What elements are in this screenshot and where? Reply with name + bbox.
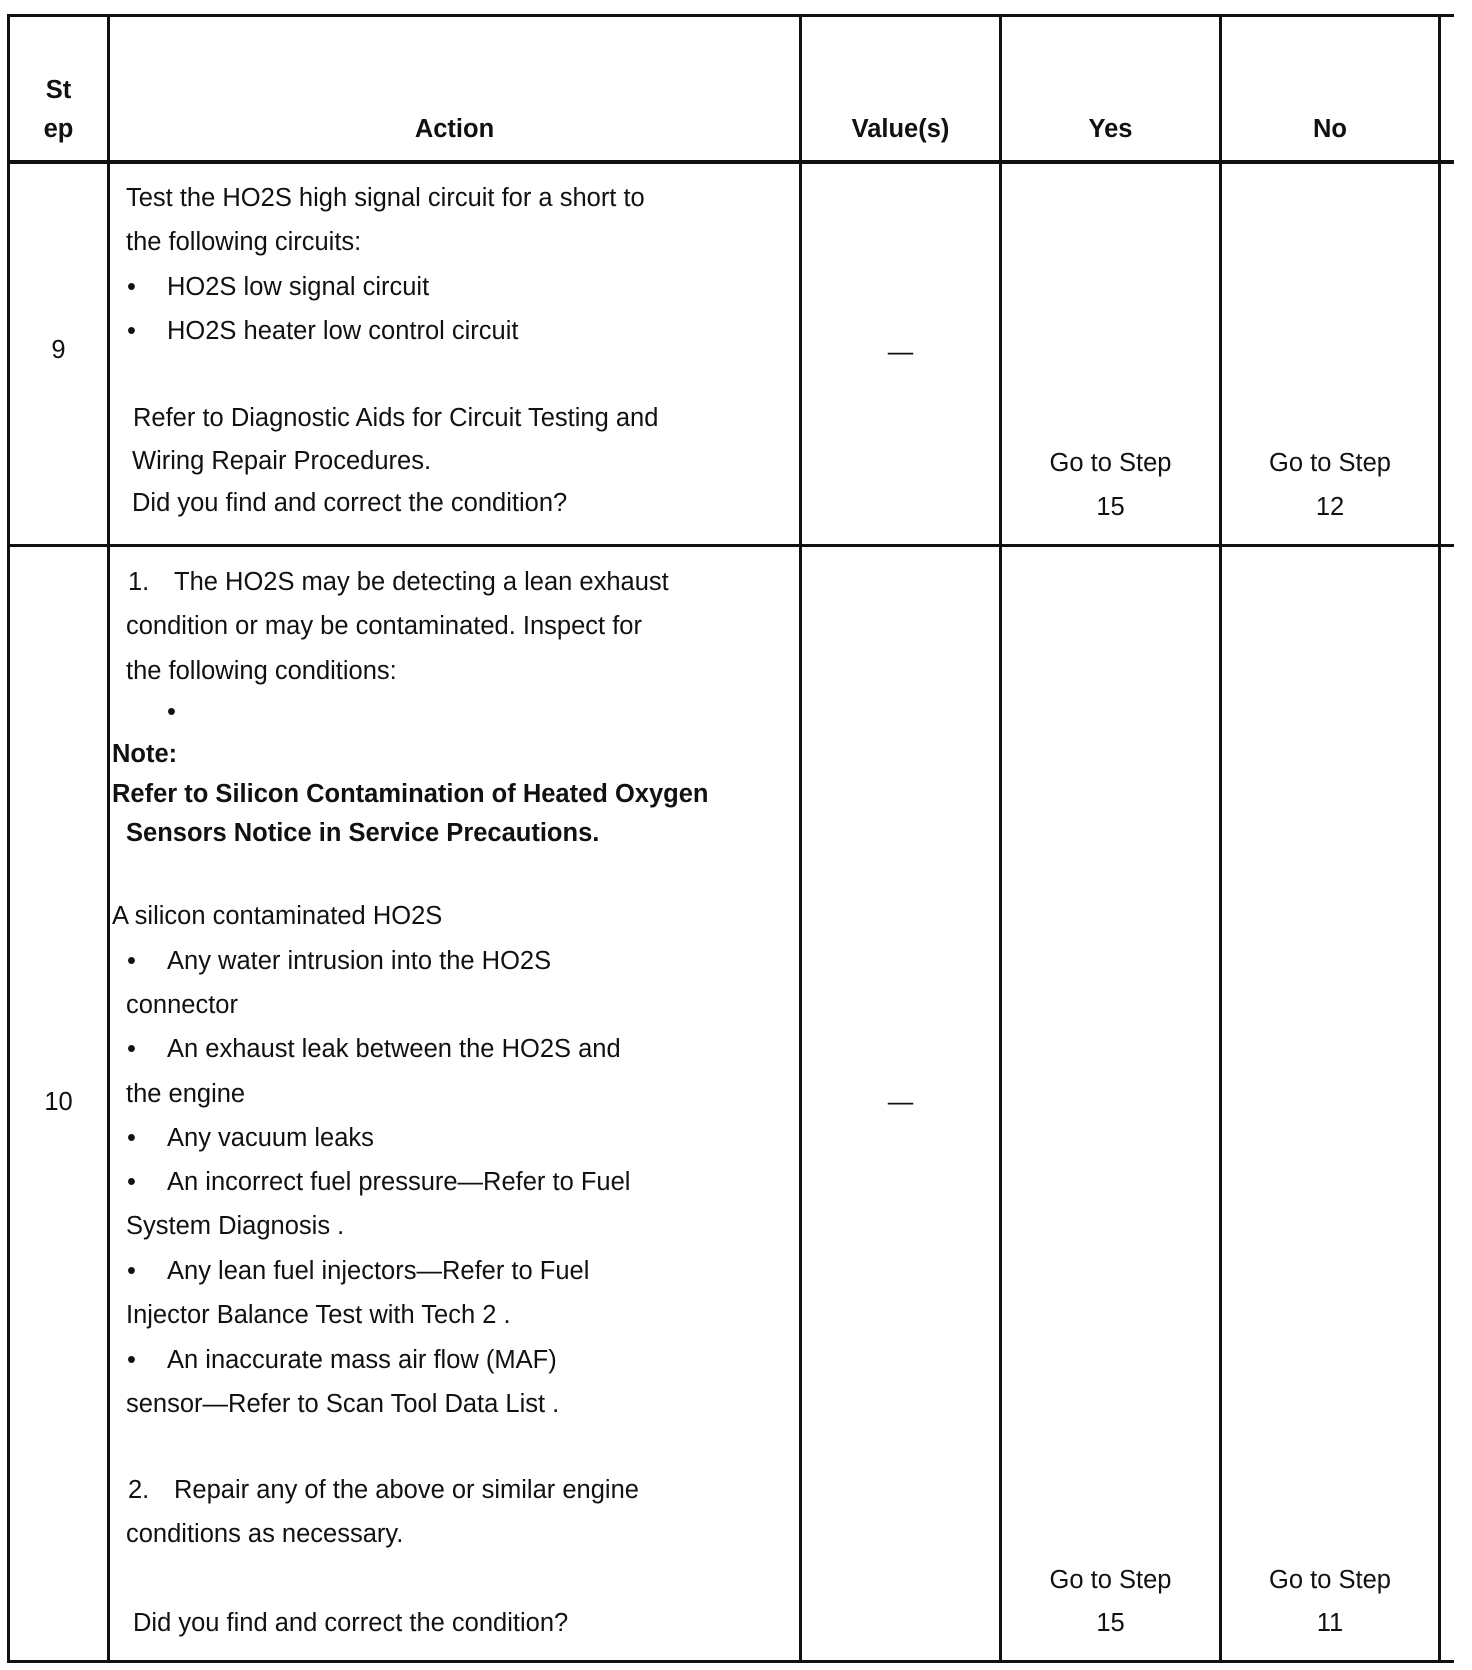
list-item-text: An incorrect fuel pressure—Refer to Fuel	[167, 1168, 631, 1196]
list-item-text: Any lean fuel injectors—Refer to Fuel	[167, 1257, 590, 1285]
list-item: • An exhaust leak between the HO2S and	[127, 1035, 621, 1063]
column-divider-yes-no	[1219, 14, 1222, 1663]
section-text: A silicon contaminated HO2S	[112, 902, 443, 930]
list-item-text: An inaccurate mass air flow (MAF)	[167, 1346, 557, 1374]
list-item-text: HO2S heater low control circuit	[167, 317, 519, 345]
list-item-text: HO2S low signal circuit	[167, 273, 430, 301]
note-label: Note:	[112, 740, 178, 768]
step-number: 9	[51, 336, 66, 364]
header-yes: Yes	[1088, 115, 1133, 143]
action-text: Test the HO2S high signal circuit for a short to	[126, 184, 645, 212]
column-divider-values-yes	[999, 14, 1002, 1663]
list-item-continuation: connector	[126, 991, 238, 1019]
list-item-text: Any water intrusion into the HO2S	[167, 947, 552, 975]
list-item-continuation: the engine	[126, 1080, 246, 1108]
table-bottom-border	[7, 1660, 1454, 1663]
header-step-line1: St	[45, 76, 72, 104]
no-step-number: 12	[1315, 493, 1345, 521]
list-item: • An incorrect fuel pressure—Refer to Fuel	[127, 1168, 631, 1196]
step-number: 10	[44, 1088, 73, 1116]
yes-goto: Go to Step	[1049, 449, 1172, 477]
list-item-text: Any vacuum leaks	[167, 1124, 374, 1152]
question-text: Did you find and correct the condition?	[133, 1609, 569, 1637]
value-cell: —	[887, 1088, 914, 1116]
refer-text	[133, 403, 658, 433]
column-divider-step-action	[107, 14, 110, 1663]
empty-bullet: •	[167, 698, 176, 726]
numbered-item	[128, 567, 669, 597]
header-bottom-border	[7, 160, 1454, 164]
list-item: • Any vacuum leaks	[127, 1124, 374, 1152]
list-item: • Any water intrusion into the HO2S	[127, 947, 552, 975]
no-goto: Go to Step	[1269, 1566, 1391, 1594]
list-item: • An inaccurate mass air flow (MAF)	[127, 1346, 557, 1374]
list-item: • HO2S heater low control circuit	[127, 317, 519, 345]
no-step-number: 11	[1316, 1609, 1344, 1637]
action-text: the following conditions:	[126, 657, 397, 685]
header-values: Value(s)	[851, 115, 950, 143]
table-right-border	[1438, 14, 1441, 1663]
list-item-continuation: System Diagnosis .	[126, 1212, 345, 1240]
yes-goto: Go to Step	[1049, 1566, 1172, 1594]
no-goto: Go to Step	[1269, 449, 1391, 477]
item-number: 1.	[128, 568, 150, 596]
list-item: • Any lean fuel injectors—Refer to Fuel	[127, 1257, 590, 1285]
header-step-line2: ep	[43, 115, 74, 143]
list-item-text: An exhaust leak between the HO2S and	[167, 1035, 621, 1063]
column-divider-action-values	[799, 14, 802, 1663]
row-divider	[7, 544, 1454, 547]
yes-step-number: 15	[1096, 493, 1125, 521]
numbered-item	[128, 1475, 639, 1505]
item-text: The HO2S may be detecting a lean exhaust	[174, 568, 669, 596]
question-text: Did you find and correct the condition?	[132, 489, 568, 517]
header-no: No	[1313, 115, 1347, 143]
action-text: conditions as necessary.	[126, 1520, 404, 1548]
list-item: • HO2S low signal circuit	[127, 273, 430, 301]
refer-prefix: Refer to	[133, 404, 224, 432]
note-text: Refer to Silicon Contamination of Heated Oxygen	[112, 780, 709, 808]
table-top-border	[7, 14, 1454, 17]
list-item-continuation: Injector Balance Test with Tech 2 .	[126, 1301, 511, 1329]
note-text: Sensors Notice in Service Precautions.	[126, 819, 600, 847]
value-cell: —	[887, 338, 914, 366]
item-text: Repair any of the above or similar engine	[174, 1476, 639, 1504]
yes-step-number: 15	[1096, 1609, 1125, 1637]
refer-link: Wiring Repair Procedures.	[132, 447, 432, 475]
table-left-border	[7, 14, 10, 1663]
header-action: Action	[414, 115, 495, 143]
action-text: the following circuits:	[126, 228, 362, 256]
list-item-continuation: sensor—Refer to Scan Tool Data List .	[126, 1390, 560, 1418]
item-number: 2.	[128, 1476, 150, 1504]
action-text: condition or may be contaminated. Inspect for	[126, 612, 642, 640]
refer-link: Diagnostic Aids for Circuit Testing and	[230, 404, 659, 432]
